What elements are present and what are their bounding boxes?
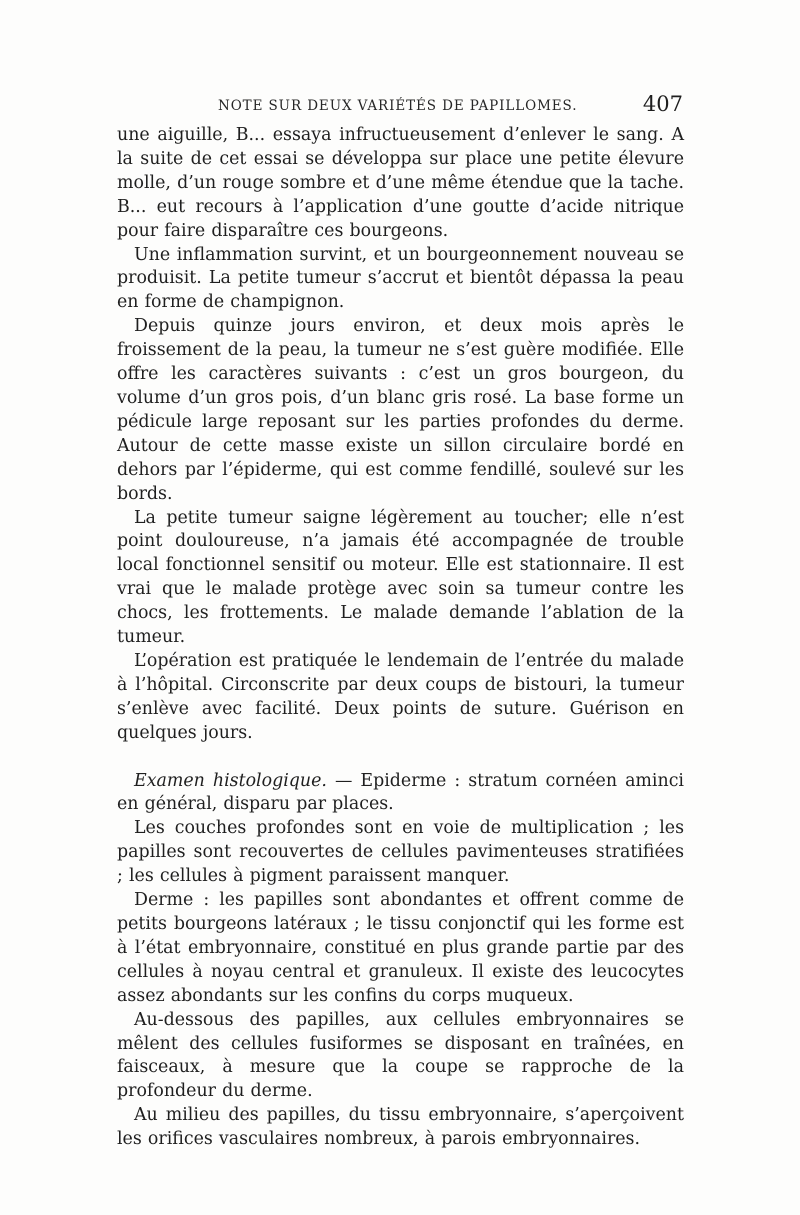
body-text — [117, 124, 684, 1152]
paragraph-continuation: une aiguille, B... essaya infructueusement d’enlever le sang. A la suite de cet essai se développa sur place une petite élevure molle, d’un rouge sombre et d’une même étendue que la tache. B... eut recours à l’application d’une goutte d’acide nitrique pour faire disparaître ces bourgeons. — [117, 125, 684, 241]
running-head — [115, 92, 685, 122]
page-number: 407 — [642, 92, 683, 116]
paragraph-inflammation: Une inflammation survint, et un bourgeonnement nouveau se produisit. La petite tumeur s’accrut et bientôt dépassa la peau en forme de champignon. — [117, 244, 684, 313]
paragraph-deep-layers: Les couches profondes sont en voie de multiplication ; les papilles sont recouvertes de cellules pavimenteuses stratifiées ; les cellules à pigment paraissent manquer. — [117, 818, 684, 887]
histology-epiderme: — Epiderme : stratum cornéen aminci en général, disparu par places. — [117, 770, 684, 815]
paragraph-vascular: Au milieu des papilles, du tissu embryonnaire, s’aperçoivent les orifices vasculaires nombreux, à parois embryonnaires. — [117, 1105, 684, 1150]
paragraph-description: Depuis quinze jours environ, et deux mois après le froissement de la peau, la tumeur ne s’est guère modifiée. Elle offre les caractères suivants : c’est un gros bourgeon, du volume d’un gros pois, d’un blanc gris rosé. La base forme un pédicule large reposant sur les parties profondes du derme. Autour de cette masse existe un sillon circulaire bordé en dehors par l’épiderme, qui est comme fendillé, soulevé sur les bords. — [117, 316, 684, 504]
paragraph-symptoms: La petite tumeur saigne légèrement au toucher; elle n’est point douloureuse, n’a jamais été accompagnée de trouble local fonctionnel sensitif ou moteur. Elle est stationnaire. Il est vrai que le malade protège avec soin sa tumeur contre les chocs, les frottements. Le malade demande l’ablation de la tumeur. — [117, 507, 684, 648]
paragraph-below-papillae: Au-dessous des papilles, aux cellules embryonnaires se mêlent des cellules fusiformes se disposant en traînées, en faisceaux, à mesure que la coupe se rapproche de la profondeur du derme. — [117, 1009, 684, 1102]
paragraph-histology — [117, 770, 684, 818]
paragraph-derme: Derme : les papilles sont abondantes et offrent comme de petits bourgeons latéraux ; le tissu conjonctif qui les forme est à l’état embryonnaire, constitué en plus grande partie par des cellules à noyau central et granuleux. Il existe des leucocytes assez abondants sur les confins du corps muqueux. — [117, 890, 684, 1006]
paragraph-operation: L’opération est pratiquée le lendemain de l’entrée du malade à l’hôpital. Circonscrite par deux coups de bistouri, la tumeur s’enlève avec facilité. Deux points de suture. Guérison en quelques jours. — [117, 650, 684, 743]
histology-label: Examen histologique. — [134, 770, 327, 791]
running-title: NOTE SUR DEUX VARIÉTÉS DE PAPILLOMES. — [218, 98, 578, 114]
